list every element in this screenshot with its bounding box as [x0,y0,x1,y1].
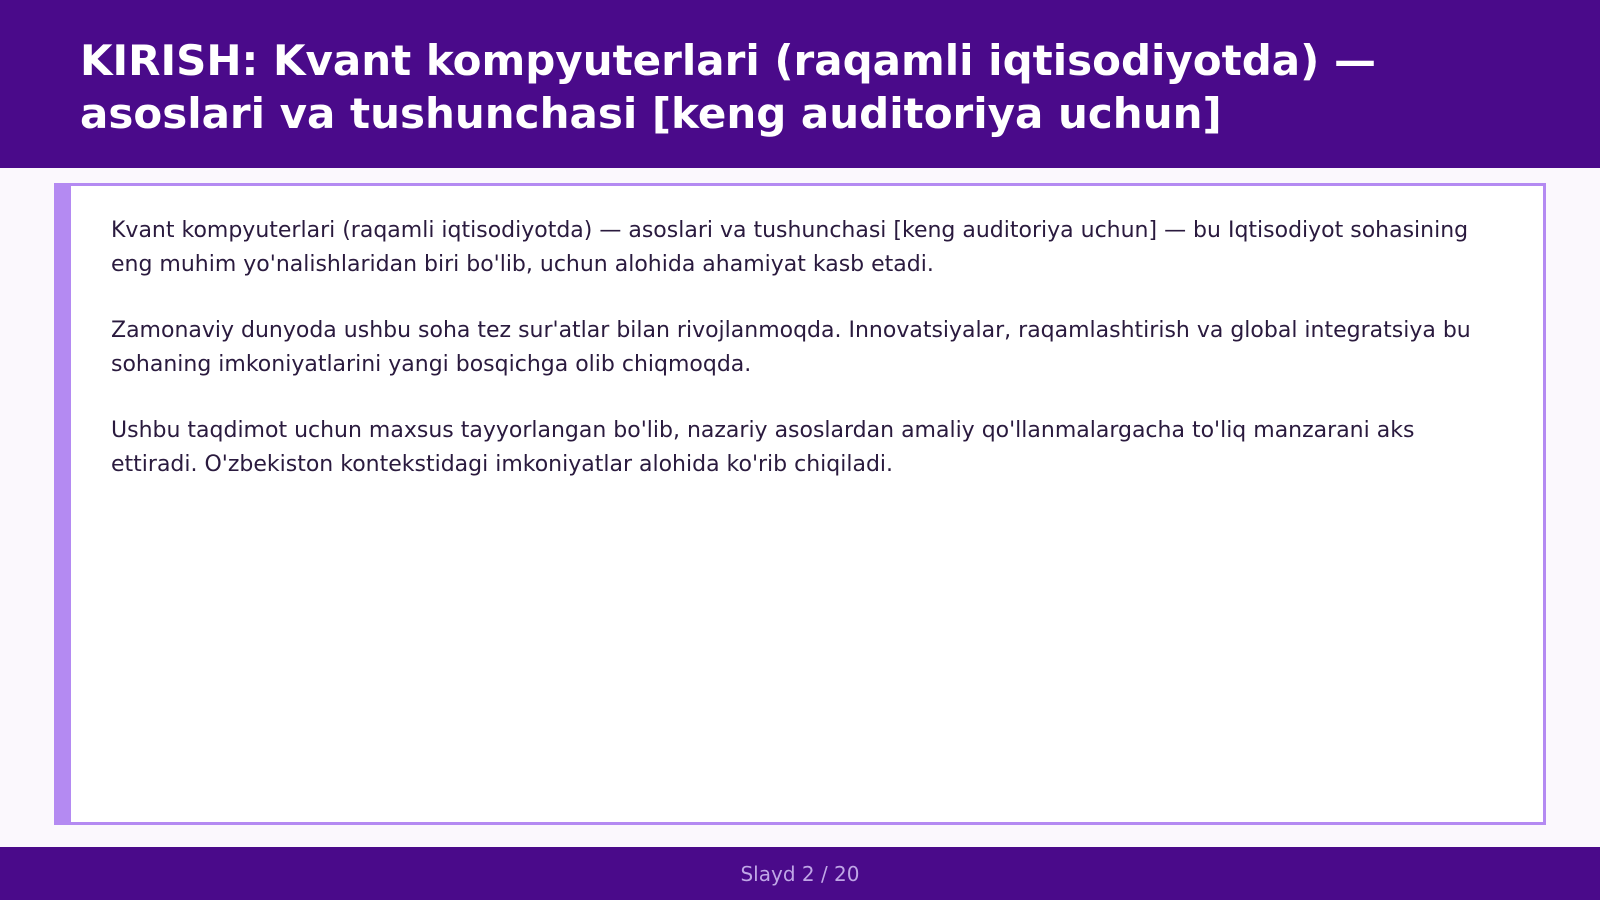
content-body [111,214,1491,514]
slide-header [0,0,1600,168]
slide-counter: Slayd 2 / 20 [740,861,860,886]
paragraph-3: Ushbu taqdimot uchun maxsus tayyorlangan bo'lib, nazariy asoslardan amaliy qo'llanmalargacha to'liq manzarani aks ettiradi. O'zbekiston kontekstidagi imkoniyatlar alohida ko'rib chiqiladi. [111,418,1415,477]
paragraph-2: Zamonaviy dunyoda ushbu soha tez sur'atlar bilan rivojlanmoqda. Innovatsiyalar, raqamlashtirish va global integratsiya bu sohaning imkoniyatlarini yangi bosqichga olib chiqmoqda. [111,318,1471,377]
slide-title: KIRISH: Kvant kompyuterlari (raqamli iqtisodiyotda) — asoslari va tushunchasi [keng auditoriya uchun] [80,36,1376,138]
paragraph-1: Kvant kompyuterlari (raqamli iqtisodiyotda) — asoslari va tushunchasi [keng auditoriya uchun] — bu Iqtisodiyot sohasining eng muhim yo'nalishlaridan biri bo'lib, uchun alohida ahamiyat kasb etadi. [111,218,1469,277]
slide-footer [0,847,1600,900]
content-card [54,183,1546,825]
